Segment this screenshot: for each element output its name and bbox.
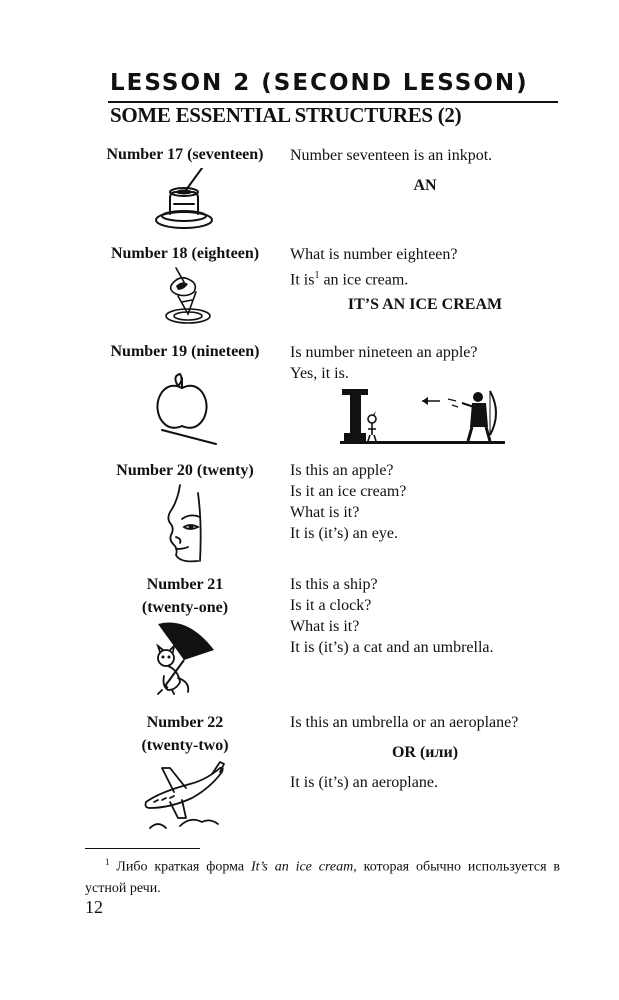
cat-umbrella-icon <box>148 620 223 695</box>
entry-label-line: (twenty-one) <box>141 599 229 616</box>
page-number: 12 <box>85 897 103 917</box>
archer-scene-icon <box>340 385 505 447</box>
entry-text-line-footnoted <box>290 265 458 290</box>
entry-label-22 <box>85 711 285 757</box>
lesson-title: LESSON 2 (SECOND LESSON) <box>110 70 529 96</box>
entry-text-line: Is this a ship? <box>290 576 378 593</box>
entry-label-17 <box>85 143 285 166</box>
entry-text-line: Is number nineteen an apple? <box>290 344 478 361</box>
entry-label-19 <box>85 340 285 363</box>
ice-cream-icon <box>158 264 218 326</box>
entry-label-line: Number 21 <box>146 576 224 593</box>
inkpot-icon <box>150 168 220 233</box>
face-eye-icon <box>158 483 213 568</box>
entry-label-line: Number 18 (eighteen) <box>110 245 260 262</box>
entry-text-22 <box>290 712 518 733</box>
entry-keyword-18: IT’S AN ICE CREAM <box>347 296 503 313</box>
footnote-text: , которая обычно используется в устной речи. <box>85 859 560 896</box>
entry-text-line: Is it an ice cream? <box>290 483 407 500</box>
footnote-marker: 1 <box>105 857 110 867</box>
footnote-rule <box>85 848 200 849</box>
entry-text-19 <box>290 342 477 384</box>
entry-label-18 <box>85 242 285 265</box>
entry-text-line: It is (it’s) an aeroplane. <box>290 774 438 791</box>
entry-label-line: (twenty-two) <box>141 737 229 754</box>
entry-text-line: Is it a clock? <box>290 597 372 614</box>
entry-text-line: It is (it’s) an eye. <box>290 525 398 542</box>
entry-label-line: Number 22 <box>146 714 224 731</box>
entry-keyword-17: AN <box>413 177 437 194</box>
entry-text-line: Is this an apple? <box>290 462 394 479</box>
section-title: SOME ESSENTIAL STRUCTURES (2) <box>110 103 462 127</box>
footnote-text: Либо краткая форма <box>116 859 251 875</box>
entry-text-line: It is (it’s) a cat and an umbrella. <box>290 639 494 656</box>
text-segment: It is <box>290 271 315 289</box>
entry-text-20 <box>290 460 406 544</box>
entry-text-line: What is it? <box>290 618 360 635</box>
entry-text-line: What is number eighteen? <box>290 246 458 263</box>
entry-text-line: Number seventeen is an inkpot. <box>290 147 493 164</box>
footnote-italic: It’s an ice cream <box>250 859 354 875</box>
entry-text-line: Is this an umbrella or an aeroplane? <box>290 714 519 731</box>
aeroplane-icon <box>140 758 230 836</box>
footnote-ref: 1 <box>314 270 320 281</box>
entry-text-line: Yes, it is. <box>290 365 349 382</box>
entry-label-line: Number 17 (seventeen) <box>106 146 264 163</box>
entry-label-20 <box>85 459 285 482</box>
entry-text-17 <box>290 145 492 166</box>
entry-text-22-after <box>290 772 438 793</box>
text-segment: an ice cream. <box>319 271 409 289</box>
apple-icon <box>150 372 225 447</box>
footnote <box>85 852 560 899</box>
entry-keyword-22: OR (или) <box>391 744 459 761</box>
entry-label-21 <box>85 573 285 619</box>
entry-label-line: Number 19 (nineteen) <box>110 343 260 360</box>
entry-text-21 <box>290 574 493 658</box>
entry-text-18 <box>290 244 458 290</box>
entry-label-line: Number 20 (twenty) <box>116 462 254 479</box>
entry-text-line: What is it? <box>290 504 360 521</box>
